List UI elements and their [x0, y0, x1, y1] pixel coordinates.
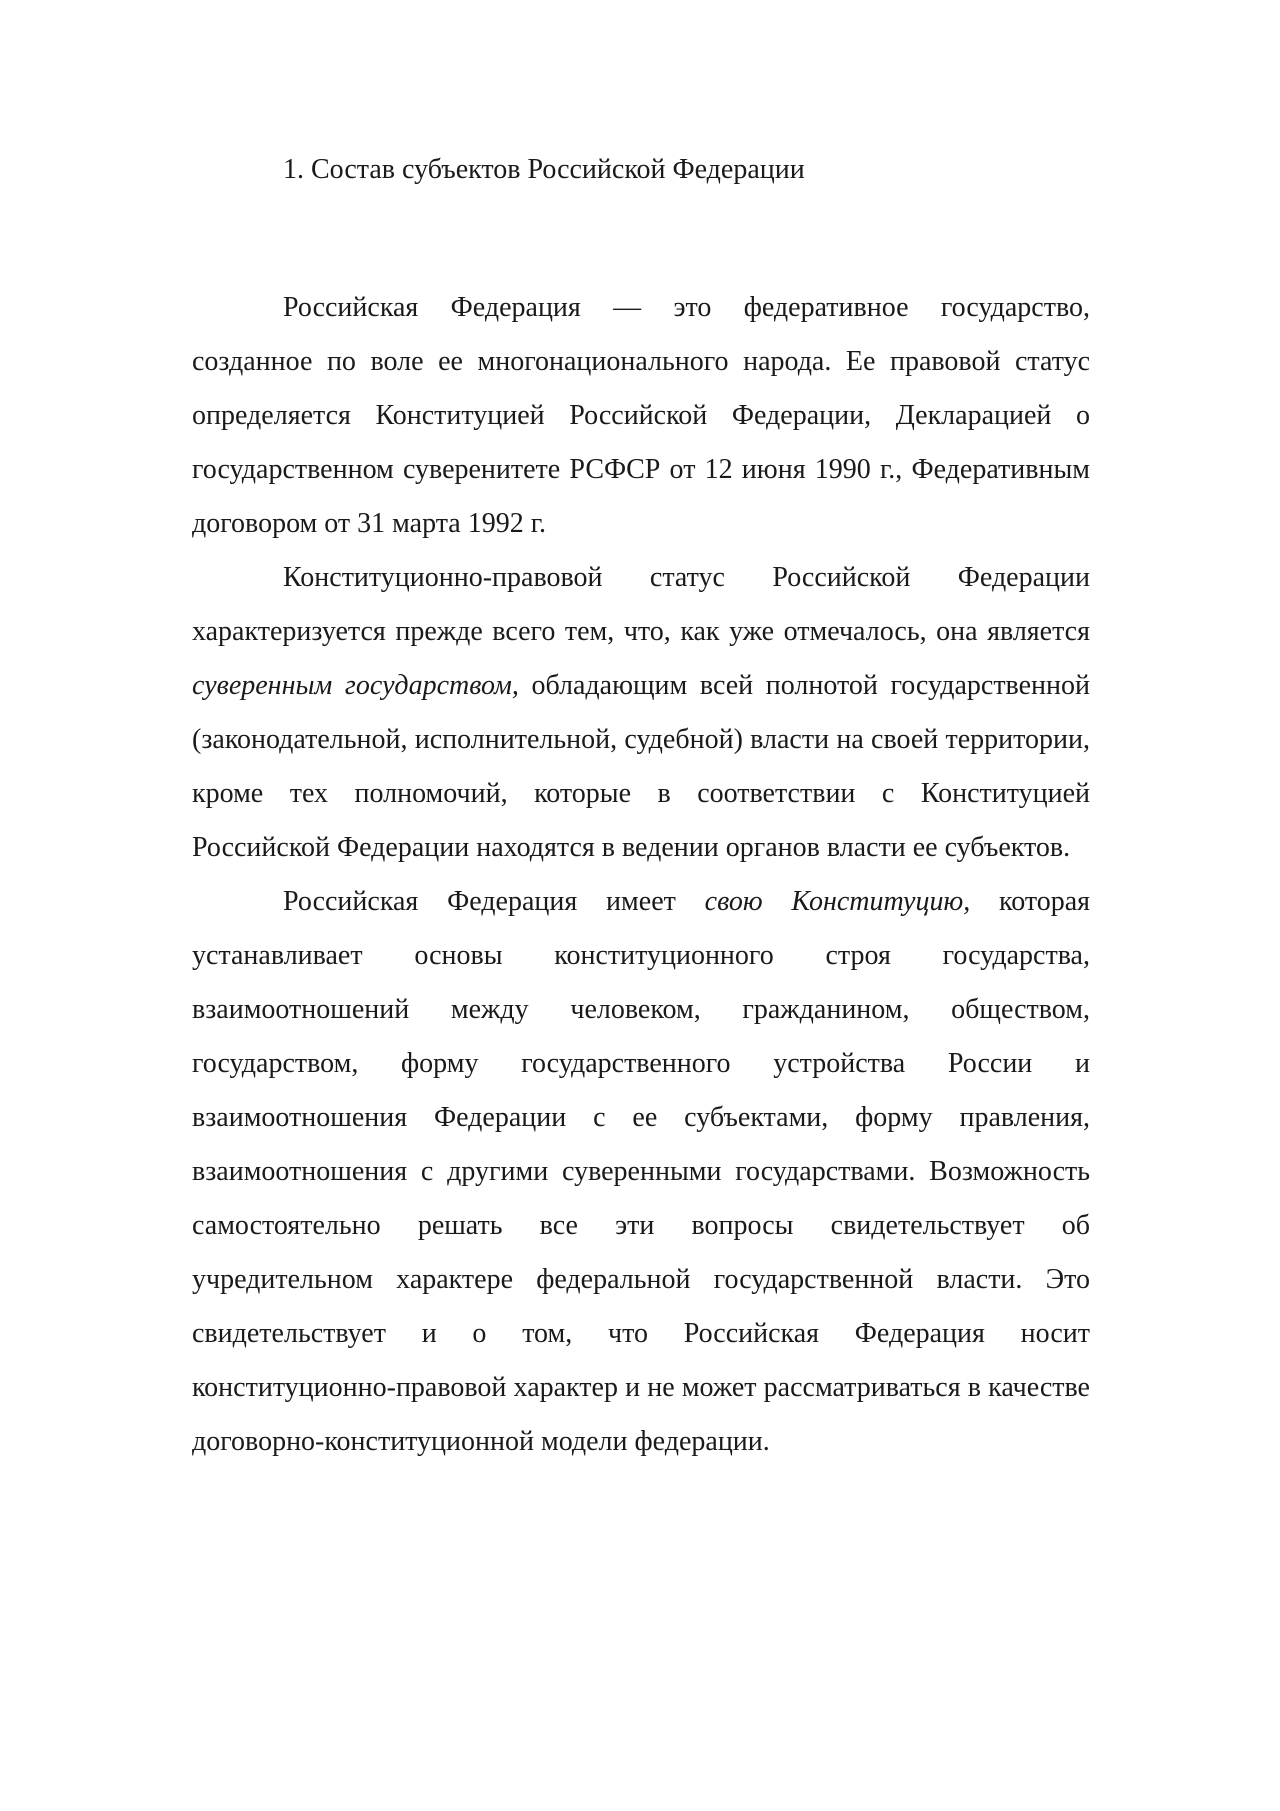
paragraph-2	[192, 551, 1090, 875]
section-heading: 1. Состав субъектов Российской Федерации	[283, 154, 805, 185]
paragraph-2-text-end: обладающим всей полнотой государственной (законодательной, исполнительной, судебной) власти на своей территории, кроме тех полномочий, которые в соответствии с Конституцией Российской Федерации находятся в ведении органов власти ее субъектов.	[192, 670, 1090, 863]
paragraph-1-text: Российская Федерация — это федеративное государство, созданное по воле ее многонационального народа. Ее правовой статус определяется Конституцией Российской Федерации, Декларацией о государственном суверенитете РСФСР от 12 июня 1990 г., Федеративным договором от 31 марта 1992 г.	[192, 292, 1090, 539]
paragraph-3	[192, 875, 1090, 1469]
paragraph-2-text-start: Конституционно-правовой статус Российской Федерации характеризуется прежде всего тем, что, как уже отмечалось, она является	[192, 562, 1090, 647]
paragraph-3-text-start: Российская Федерация имеет	[283, 886, 705, 917]
paragraph-3-text-end: которая устанавливает основы конституционного строя государства, взаимоотношений между человеком, гражданином, обществом, государством, форму государственного устройства России и взаимоотношения Федерации с ее субъектами, форму правления, взаимоотношения с другими суверенными государствами. Возможность самостоятельно решать все эти вопросы свидетельствует об учредительном характере федеральной государственной власти. Это свидетельствует и о том, что Российская Федерация носит конституционно-правовой характер и не может рассматриваться в качестве договорно-конституционной модели федерации.	[192, 886, 1090, 1457]
paragraph-2-emphasis: суверенным государством,	[192, 670, 519, 701]
paragraph-1	[192, 281, 1090, 551]
paragraph-3-emphasis: свою Конституцию,	[704, 886, 971, 917]
document-body	[192, 281, 1090, 1469]
